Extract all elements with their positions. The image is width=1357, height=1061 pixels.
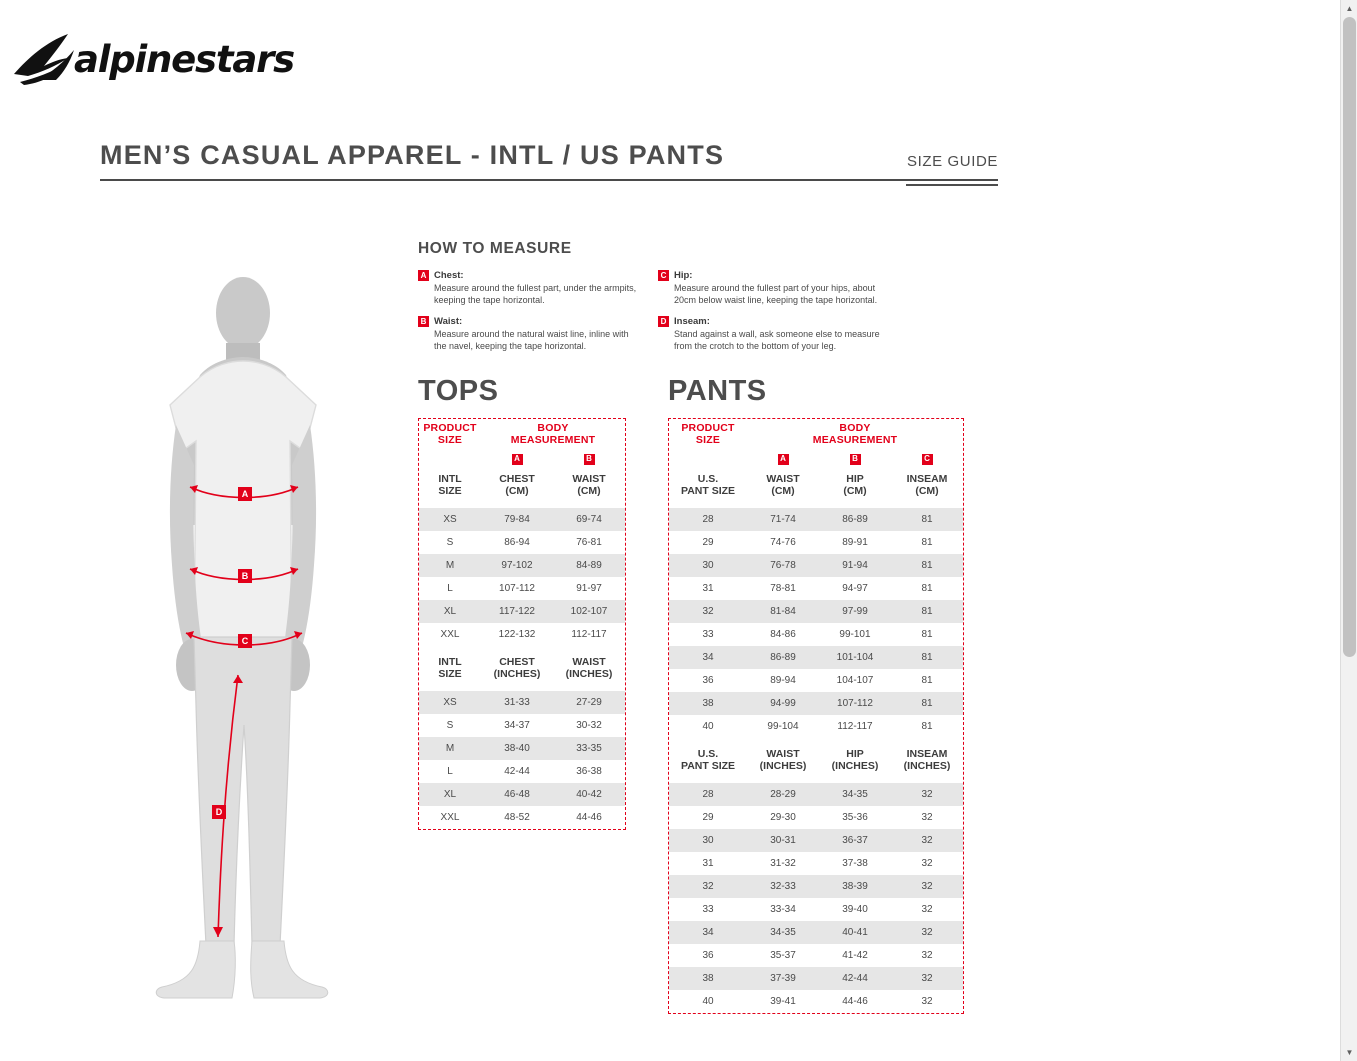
tops-badge-a-cell: [481, 452, 553, 467]
cell-hip: 35-36: [842, 812, 868, 823]
pants-badge-c-cell: [891, 452, 963, 467]
pants-cm-col-size: U.S. PANT SIZE: [680, 472, 736, 498]
pants-cm-col-hip: HIP (CM): [843, 472, 867, 498]
cell-inseam: 32: [921, 950, 933, 961]
measure-desc-hip: Measure around the fullest part of your hips, about 20cm below waist line, keeping the tape horizontal.: [674, 283, 878, 306]
pants-badge-a-cell: [747, 452, 819, 467]
cell-size: XL: [419, 783, 481, 806]
table-row: [419, 783, 625, 806]
pants-in-col-waist: WAIST (INCHES): [759, 747, 807, 773]
svg-text:A: A: [241, 489, 249, 499]
cell-hip: 99-101: [839, 628, 871, 640]
pants-product-size-header: PRODUCT SIZE: [681, 422, 735, 447]
cell-size: S: [446, 536, 454, 548]
brand-name: alpinestars: [74, 38, 295, 81]
badge-b-icon: B: [418, 316, 429, 327]
cell-hip: 38-39: [819, 875, 891, 898]
table-row: [669, 852, 963, 875]
brand-logo: [8, 28, 298, 90]
vertical-scrollbar[interactable]: [1340, 0, 1357, 1061]
cell-size: 34: [669, 921, 747, 944]
table-row: [669, 875, 963, 898]
table-row: [669, 921, 963, 944]
cell-waist: 84-86: [770, 628, 796, 640]
cell-chest: 48-52: [504, 812, 530, 823]
cell-waist: 33-35: [553, 737, 625, 760]
cell-waist: 31-32: [770, 858, 796, 869]
cell-waist: 84-89: [553, 554, 625, 577]
table-row: [669, 554, 963, 577]
cell-inseam: 32: [921, 858, 933, 869]
badge-b-icon: B: [850, 454, 861, 465]
table-row: [419, 623, 625, 646]
tops-table-wrapper: [418, 418, 626, 830]
cell-size: S: [446, 720, 454, 731]
cell-waist: 32-33: [747, 875, 819, 898]
tops-section: [418, 375, 626, 835]
cell-size: 28: [669, 508, 747, 531]
cell-waist: 78-81: [770, 582, 796, 594]
cell-inseam: 81: [921, 536, 933, 548]
badge-c-icon: C: [922, 454, 933, 465]
cell-chest: 46-48: [481, 783, 553, 806]
cell-waist: 44-46: [576, 812, 602, 823]
cell-size: 38: [669, 967, 747, 990]
pants-cm-col-waist: WAIST (CM): [766, 472, 800, 498]
cell-hip: 39-40: [842, 904, 868, 915]
pants-in-col-size: U.S. PANT SIZE: [680, 747, 736, 773]
cell-hip: 37-38: [842, 858, 868, 869]
pants-in-col-inseam: INSEAM (INCHES): [903, 747, 951, 773]
cell-size: M: [419, 554, 481, 577]
cell-size: 36: [702, 950, 714, 961]
cell-hip: 112-117: [837, 720, 873, 732]
badge-b-icon: B: [584, 454, 595, 465]
svg-text:D: D: [215, 807, 223, 817]
table-row: [419, 760, 625, 783]
badge-c-icon: C: [658, 270, 669, 281]
svg-text:C: C: [241, 636, 249, 646]
table-row: [669, 508, 963, 531]
pants-group-header-row: [669, 419, 963, 452]
cell-inseam: 81: [891, 554, 963, 577]
cell-hip: 36-37: [819, 829, 891, 852]
table-row: [419, 806, 625, 829]
cell-hip: 86-89: [819, 508, 891, 531]
measurement-figure: [140, 265, 380, 1010]
cell-inseam: 32: [921, 904, 933, 915]
cell-size: L: [447, 582, 453, 594]
cell-chest: 79-84: [481, 508, 553, 531]
table-row: [419, 554, 625, 577]
tops-in-col-chest: CHEST (INCHES): [493, 655, 541, 681]
cell-inseam: 81: [921, 720, 933, 732]
table-row: [419, 737, 625, 760]
table-row: [669, 829, 963, 852]
tops-badge-b-cell: [553, 452, 625, 467]
table-row: [669, 806, 963, 829]
cell-waist: 30-32: [576, 720, 602, 731]
cell-waist: 37-39: [747, 967, 819, 990]
cell-inseam: 81: [891, 646, 963, 669]
pants-badge-spacer: [669, 452, 747, 467]
pants-table: [669, 419, 963, 1013]
cell-hip: 94-97: [842, 582, 868, 594]
cell-size: 33: [702, 628, 714, 640]
cell-size: 33: [702, 904, 714, 915]
cell-waist: 40-42: [553, 783, 625, 806]
cell-waist: 30-31: [747, 829, 819, 852]
table-row: [419, 714, 625, 737]
cell-size: 28: [669, 783, 747, 806]
how-to-measure-section: [418, 240, 888, 363]
cell-waist: 39-41: [770, 996, 796, 1007]
cell-waist: 69-74: [553, 508, 625, 531]
pants-badge-b-cell: [819, 452, 891, 467]
how-to-measure-heading: HOW TO MEASURE: [418, 240, 572, 257]
table-row: [419, 577, 625, 600]
cell-waist: 94-99: [747, 692, 819, 715]
cell-hip: 41-42: [842, 950, 868, 961]
cell-inseam: 32: [891, 875, 963, 898]
cell-size: 29: [702, 812, 714, 823]
cell-inseam: 32: [891, 783, 963, 806]
cell-chest: 42-44: [504, 766, 530, 777]
tops-body-measurement-header: [481, 419, 625, 452]
cell-waist: 102-107: [553, 600, 625, 623]
table-row: [669, 531, 963, 554]
measure-label-hip: Hip:: [674, 270, 693, 281]
cell-chest: 86-94: [504, 536, 530, 548]
pants-body-measurement-header: BODY MEASUREMENT: [812, 422, 898, 447]
cell-hip: 42-44: [819, 967, 891, 990]
cell-hip: 91-94: [819, 554, 891, 577]
cell-size: XXL: [440, 628, 460, 640]
cell-size: 31: [702, 858, 714, 869]
tops-cm-column-header-row: [419, 467, 625, 508]
cell-waist: 86-89: [747, 646, 819, 669]
cell-size: 32: [669, 875, 747, 898]
mannequin-illustration: [140, 265, 380, 1010]
cell-size: 30: [669, 829, 747, 852]
cell-hip: 101-104: [819, 646, 891, 669]
cell-waist: 89-94: [770, 674, 796, 686]
how-to-measure-column-left: [418, 270, 640, 363]
tops-inches-column-header-row: [419, 646, 625, 691]
how-to-measure-column-right: [658, 270, 880, 363]
cell-hip: 44-46: [842, 996, 868, 1007]
cell-inseam: 81: [891, 508, 963, 531]
measure-desc-waist: Measure around the natural waist line, inline with the navel, keeping the tape horizontal.: [434, 329, 629, 352]
cell-size: 34: [669, 646, 747, 669]
table-row: [419, 600, 625, 623]
cell-size: 38: [669, 692, 747, 715]
cell-waist: 35-37: [770, 950, 796, 961]
cell-hip: 107-112: [819, 692, 891, 715]
cell-hip: 89-91: [842, 536, 868, 548]
measure-item-hip: [658, 270, 880, 306]
tops-table: [419, 419, 625, 829]
measure-item-chest: [418, 270, 640, 306]
tops-badge-row: [419, 452, 625, 467]
cell-size: 36: [702, 674, 714, 686]
table-row: [669, 990, 963, 1013]
cell-chest: 117-122: [481, 600, 553, 623]
measure-label-waist: Waist:: [434, 316, 463, 328]
cell-hip: 34-35: [819, 783, 891, 806]
table-row: [669, 783, 963, 806]
size-guide-underline: [906, 184, 998, 186]
cell-hip: 104-107: [836, 674, 874, 686]
cell-inseam: 32: [891, 829, 963, 852]
tops-product-line1: PRODUCT: [423, 422, 477, 434]
pants-section: [668, 375, 964, 1019]
cell-inseam: 32: [891, 967, 963, 990]
cell-waist: 36-38: [576, 766, 602, 777]
page-header: [100, 140, 998, 181]
cell-size: XS: [419, 691, 481, 714]
cell-size: XL: [419, 600, 481, 623]
cell-size: 31: [702, 582, 714, 594]
tops-group-header-row: [419, 419, 625, 452]
table-row: [669, 600, 963, 623]
tops-cm-col-waist: WAIST (CM): [572, 472, 606, 498]
scroll-down-button[interactable]: ▼: [1341, 1044, 1357, 1061]
cell-chest: 34-37: [504, 720, 530, 731]
scroll-thumb[interactable]: [1343, 17, 1356, 657]
tops-badge-spacer: [419, 452, 481, 467]
svg-text:B: B: [241, 571, 249, 581]
page-title: MEN’S CASUAL APPAREL - INTL / US PANTS: [100, 140, 725, 170]
measure-label-inseam: Inseam:: [674, 316, 710, 328]
pants-inches-column-header-row: [669, 738, 963, 783]
cell-chest: 107-112: [499, 582, 535, 594]
badge-a-icon: A: [418, 270, 429, 281]
badge-a-icon: A: [778, 454, 789, 465]
table-row: [669, 692, 963, 715]
cell-size: XS: [419, 508, 481, 531]
cell-inseam: 81: [921, 674, 933, 686]
pants-cm-col-inseam: INSEAM (CM): [906, 472, 948, 498]
cell-size: 40: [702, 720, 714, 732]
cell-size: 29: [702, 536, 714, 548]
cell-inseam: 81: [921, 628, 933, 640]
scroll-up-button[interactable]: ▲: [1341, 0, 1357, 17]
tops-in-col-waist: WAIST (INCHES): [565, 655, 613, 681]
cell-size: XXL: [440, 812, 460, 823]
table-row: [669, 577, 963, 600]
pants-title: PANTS: [668, 375, 767, 407]
measure-item-waist: [418, 316, 640, 352]
cell-size: L: [447, 766, 453, 777]
pants-badge-row: [669, 452, 963, 467]
measure-item-inseam: [658, 316, 880, 352]
badge-d-icon: D: [658, 316, 669, 327]
tops-cm-col-chest: CHEST (CM): [499, 472, 535, 498]
badge-a-icon: A: [512, 454, 523, 465]
tops-product-line2: SIZE: [437, 434, 463, 447]
cell-waist: 81-84: [747, 600, 819, 623]
cell-inseam: 81: [891, 600, 963, 623]
cell-waist: 91-97: [576, 582, 602, 594]
cell-waist: 33-34: [770, 904, 796, 915]
table-row: [669, 715, 963, 738]
cell-chest: 97-102: [481, 554, 553, 577]
size-guide-label: SIZE GUIDE: [906, 153, 998, 170]
cell-hip: 97-99: [819, 600, 891, 623]
table-row: [669, 967, 963, 990]
cell-waist: 74-76: [770, 536, 796, 548]
tops-title: TOPS: [418, 375, 499, 407]
tops-body-line1: BODY: [537, 422, 569, 434]
table-row: [669, 944, 963, 967]
cell-waist: 112-117: [571, 628, 607, 640]
measure-desc-inseam: Stand against a wall, ask someone else to measure from the crotch to the bottom of your leg.: [674, 329, 880, 352]
cell-inseam: 32: [921, 812, 933, 823]
cell-chest: 122-132: [498, 628, 536, 640]
cell-inseam: 32: [921, 996, 933, 1007]
tops-cm-col-size: INTL SIZE: [438, 472, 462, 498]
cell-waist: 99-104: [767, 720, 799, 732]
cell-waist: 27-29: [553, 691, 625, 714]
cell-waist: 76-81: [576, 536, 602, 548]
cell-size: M: [419, 737, 481, 760]
pants-in-col-hip: HIP (INCHES): [831, 747, 879, 773]
measure-desc-chest: Measure around the fullest part, under the armpits, keeping the tape horizontal.: [434, 283, 637, 306]
table-row: [669, 898, 963, 921]
measure-label-chest: Chest:: [434, 270, 464, 281]
table-row: [419, 531, 625, 554]
tops-product-size-header: [419, 419, 481, 452]
cell-chest: 31-33: [481, 691, 553, 714]
cell-size: 40: [702, 996, 714, 1007]
cell-size: 30: [669, 554, 747, 577]
table-row: [419, 508, 625, 531]
cell-inseam: 32: [891, 921, 963, 944]
table-row: [669, 623, 963, 646]
cell-inseam: 81: [891, 692, 963, 715]
cell-waist: 34-35: [747, 921, 819, 944]
cell-waist: 28-29: [747, 783, 819, 806]
pants-table-wrapper: [668, 418, 964, 1014]
tops-body-line2: MEASUREMENT: [510, 434, 596, 447]
cell-waist: 29-30: [770, 812, 796, 823]
table-row: [669, 646, 963, 669]
cell-hip: 40-41: [819, 921, 891, 944]
table-row: [419, 691, 625, 714]
cell-inseam: 81: [921, 582, 933, 594]
cell-waist: 76-78: [747, 554, 819, 577]
pants-cm-column-header-row: [669, 467, 963, 508]
cell-waist: 71-74: [747, 508, 819, 531]
cell-size: 32: [669, 600, 747, 623]
table-row: [669, 669, 963, 692]
cell-chest: 38-40: [481, 737, 553, 760]
tops-in-col-size: INTL SIZE: [438, 655, 462, 681]
